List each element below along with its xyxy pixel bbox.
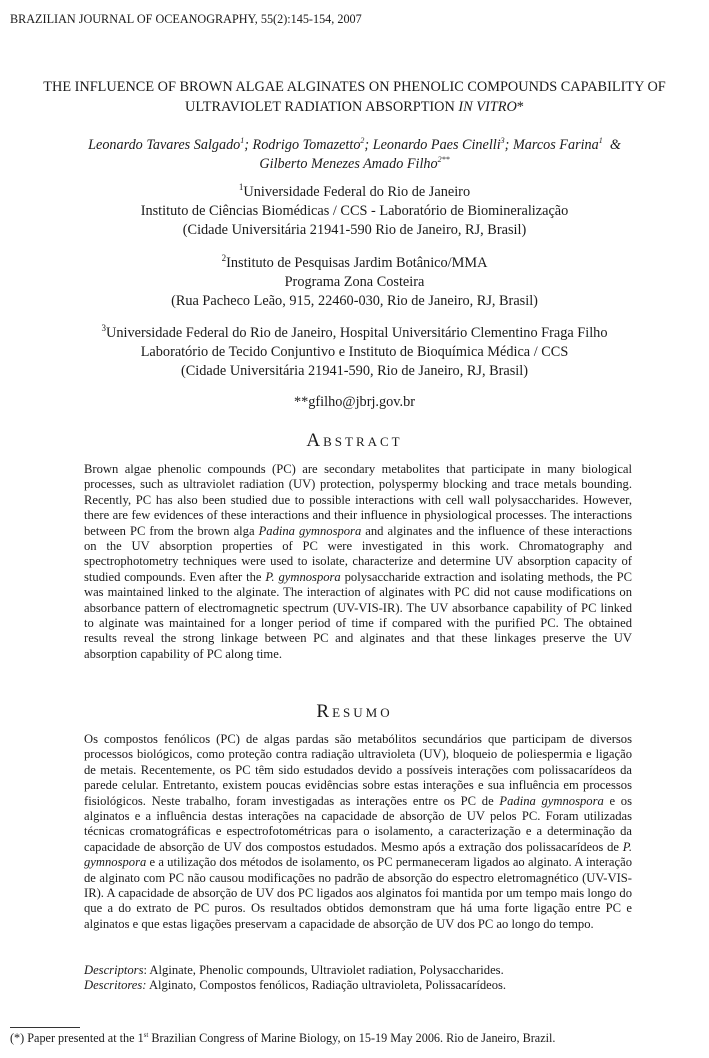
author-name: Marcos Farina [512, 137, 599, 153]
author-name: Leonardo Tavares Salgado [88, 137, 241, 153]
footnote-divider [10, 1027, 80, 1028]
species-name: P. gymnospora [84, 839, 632, 870]
affiliation-department: Laboratório de Tecido Conjuntivo e Instituto de Bioquímica Médica / CCS [140, 344, 569, 360]
corresponding-email: **gfilho@jbrj.gov.br [293, 394, 416, 410]
descritores-values: Alginato, Compostos fenólicos, Radiação ultravioleta, Polissacarídeos. [146, 978, 507, 993]
author-affiliation-mark: 1 [240, 136, 245, 145]
species-name: Padina gymnospora [499, 793, 604, 808]
author-affiliation-mark: 2 [360, 136, 365, 145]
author-separator: & [602, 137, 621, 153]
footnote [10, 1031, 555, 1046]
abstract-text-part: Brown algae phenolic compounds (PC) are secondary metabolites that participate in many biological processes, such as ultraviolet radiation (UV) protection, polyspermy blocking and trace metals bounding. Recently, PC has also been studied due to possible interactions with cell wall polysaccharides. However, there are few evidences of these interactions and their influence in physiological processes. The interactions between PC from the brown alga [84, 462, 632, 538]
resumo-body [84, 732, 632, 932]
affiliation-institution: Universidade Federal do Rio de Janeiro, Hospital Universitário Clementino Fraga Filho [106, 325, 608, 341]
title-line-1: THE INFLUENCE OF BROWN ALGAE ALGINATES ON PHENOLIC COMPOUNDS CAPABILITY OF [43, 79, 666, 95]
author-separator: ; [244, 137, 253, 153]
affiliation-1 [0, 183, 709, 240]
affiliation-institution: Instituto de Pesquisas Jardim Botânico/MMA [226, 255, 488, 271]
species-name: P. gymnospora [265, 569, 341, 584]
author-name: Rodrigo Tomazetto [252, 137, 361, 153]
descritores-line [84, 978, 644, 993]
affiliation-department: Instituto de Ciências Biomédicas / CCS - Laboratório de Biomineralização [140, 203, 569, 219]
authors-line-2 [0, 155, 709, 174]
affiliation-3 [0, 324, 709, 381]
descriptors-values: : Alginate, Phenolic compounds, Ultraviolet radiation, Polysaccharides. [143, 963, 504, 977]
author-list [0, 136, 709, 174]
author-affiliation-mark: 2** [437, 155, 450, 164]
title-line-2 [0, 97, 709, 117]
affiliation-2 [0, 254, 709, 311]
affiliation-address: (Cidade Universitária 21941-590 Rio de Janeiro, RJ, Brasil) [182, 222, 527, 238]
affiliation-address: (Cidade Universitária 21941-590, Rio de Janeiro, RJ, Brasil) [180, 363, 529, 379]
affiliation-line [0, 324, 709, 343]
descriptors-line [84, 963, 644, 978]
affiliation-line [0, 183, 709, 202]
author-separator: ; [364, 137, 373, 153]
title-in-vitro: IN VITRO [458, 99, 517, 115]
species-name: Padina gymnospora [258, 523, 362, 538]
abstract-text-part: polysaccharide extraction and isolating methods, the PC was maintained linked to the alginate. The interaction of alginates with PC did not cause modifications on absorbance pattern of electromagnetic spectrum (UV-VIS-IR). The UV absorbance capability of PC linked to alginate was maintained for a longer period of time if compared with the purified PC. The obtained results reveal the strong linkage between PC and alginates and that these linkages preserve the UV absorption capability of PC along time. [84, 569, 632, 661]
resumo-text-part: e a utilização dos métodos de isolamento, os PC permaneceram ligados ao alginato. A interação de alginato com PC não causou modificações no padrão de absorção do espectro eletromagnético (UV-VIS-IR). A capacidade de absorção de UV dos PC ligados aos alginatos foi mantida por um tempo mais longo do que a do extrato de PC puros. Os resultados obtidos demonstram que há uma forte ligação entre PC e alginatos e que estas ligações preservam a capacidade de absorção de UV dos PC ao longo do tempo. [84, 855, 632, 931]
author-name: Gilberto Menezes Amado Filho [259, 156, 438, 172]
keywords-block [84, 963, 644, 994]
footnote-prefix: (*) Paper presented at the 1 [10, 1031, 144, 1045]
abstract-heading: Abstract [306, 430, 403, 451]
affiliation-institution: Universidade Federal do Rio de Janeiro [243, 184, 471, 200]
author-name: Leonardo Paes Cinelli [372, 137, 501, 153]
resumo-heading: Resumo [316, 701, 393, 722]
footnote-ordinal: st [143, 1031, 149, 1039]
affiliation-mark: 3 [101, 323, 106, 333]
journal-citation: BRAZILIAN JOURNAL OF OCEANOGRAPHY, 55(2):145-154, 2007 [10, 12, 362, 26]
footnote-suffix: Brazilian Congress of Marine Biology, on 15-19 May 2006. Rio de Janeiro, Brazil. [148, 1031, 556, 1045]
author-affiliation-mark: 3 [500, 136, 505, 145]
affiliation-department: Programa Zona Costeira [284, 274, 425, 290]
author-affiliation-mark: 1 [598, 136, 603, 145]
resumo-text-part: Os compostos fenólicos (PC) de algas pardas são metabólitos secundários que participam de diversos processos biológicos, como proteção contra radiação ultravioleta (UV), bloqueio de poliespermia e ligação de metais. Recentemente, os PC têm sido estudados devido a possíveis interações com polissacarídeos da parede celular. Entretanto, existem poucas evidências sobre estas interações e sua influência em processos fisiológicos. Neste trabalho, foram investigadas as interações entre os PC de [84, 732, 632, 808]
resumo-text-part: e os alginatos e a influência destas interações na capacidade de absorção de UV pelos PC. Foram utilizadas técnicas cromatográficas e espectrofotométricas para o isolamento, a caracterização e a determinação da capacidade de absorção de UV dos compostos estudados. Mesmo após a extração dos polissacarídeos de [84, 793, 633, 854]
author-separator: ; [504, 137, 513, 153]
title-footnote-marker: * [516, 99, 524, 115]
abstract-body [84, 462, 632, 662]
affiliation-mark: 1 [238, 182, 244, 192]
authors-line-1 [0, 136, 709, 155]
affiliation-address: (Rua Pacheco Leão, 915, 22460-030, Rio de Janeiro, RJ, Brasil) [171, 293, 538, 309]
title-line-2-plain: ULTRAVIOLET RADIATION ABSORPTION [185, 99, 459, 115]
affiliation-mark: 2 [221, 253, 227, 263]
descritores-label: Descritores: [84, 978, 147, 993]
abstract-text-part: and alginates and the influence of these interactions on the UV absorption properties of PC were investigated in this work. Chromatography and spectrophotometry techniques were used to isolate, characterize and determine UV absorption capacity of studied compounds. Even after the [84, 523, 633, 584]
descriptors-label: Descriptors [84, 963, 144, 977]
paper-title [0, 77, 709, 117]
affiliation-line [0, 254, 709, 273]
